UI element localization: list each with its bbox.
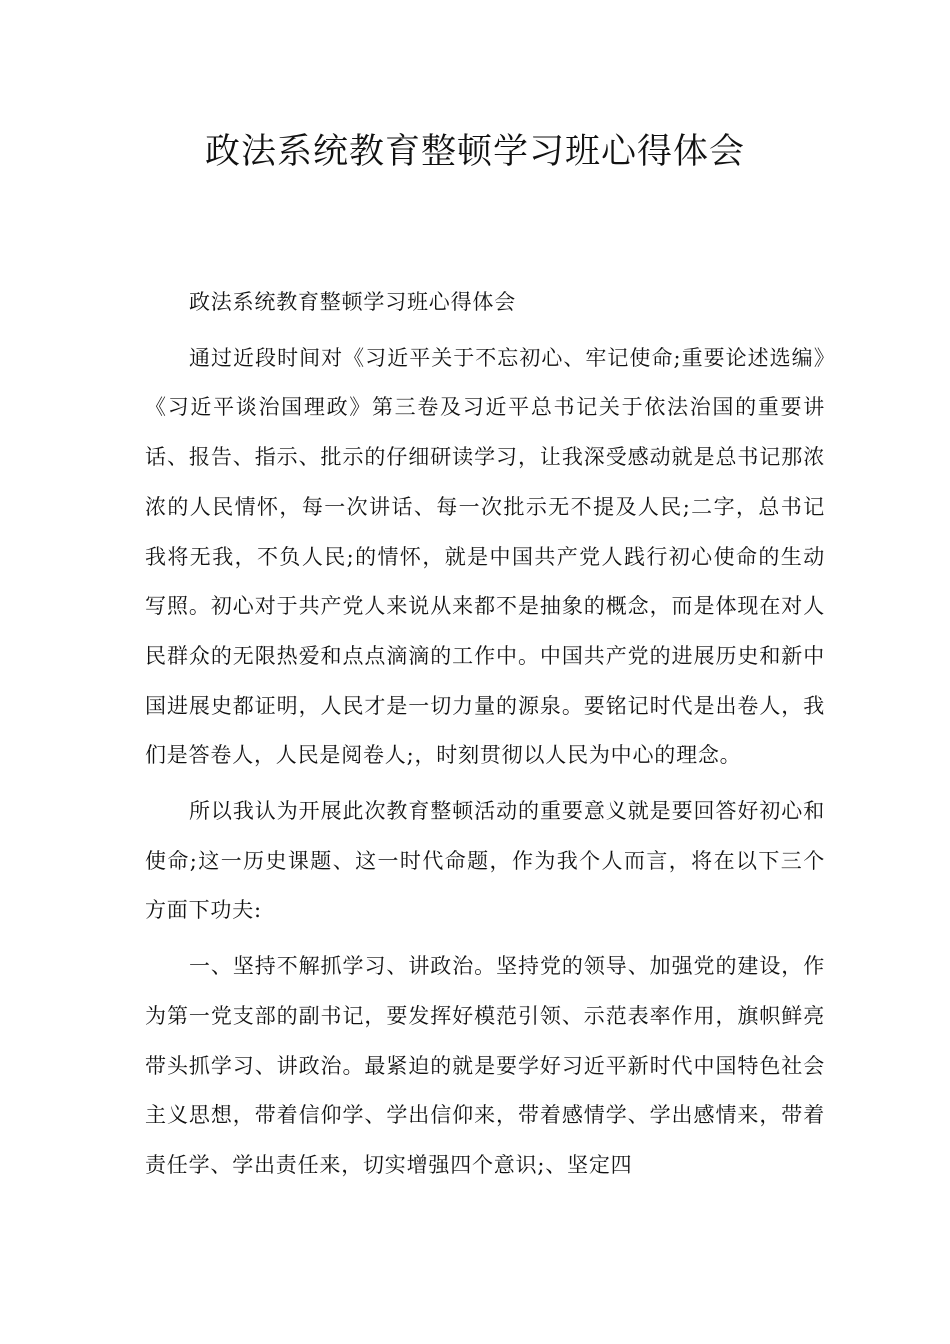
paragraph-study-reflection: 通过近段时间对《习近平关于不忘初心、牢记使命;重要论述选编》《习近平谈治国理政》第三卷及习近平总书记关于依法治国的重要讲话、报告、指示、批示的仔细研读学习，让我深受感动就是总书记那浓浓的人民情怀，每一次讲话、每一次批示无不提及人民;二字，总书记我将无我，不负人民;的情怀，就是中国共产党人践行初心使命的生动写照。初心对于共产党人来说从来都不是抽象的概念，而是体现在对人民群众的无限热爱和点点滴滴的工作中。中国共产党的进展历史和新中国进展史都证明，人民才是一切力量的源泉。要铭记时代是出卷人，我们是答卷人，人民是阅卷人;，时刻贯彻以人民为中心的理念。 — [145, 345, 825, 768]
document-body — [145, 278, 825, 1197]
paragraph-point-one: 一、坚持不解抓学习、讲政治。坚持党的领导、加强党的建设，作为第一党支部的副书记，要发挥好模范引领、示范表率作用，旗帜鲜亮带头抓学习、讲政治。最紧迫的就是要学好习近平新时代中国特色社会主义思想，带着信仰学、学出信仰来，带着感情学、学出感情来，带着责任学、学出责任来，切实增强四个意识;、坚定四 — [145, 954, 825, 1177]
paragraph-significance: 所以我认为开展此次教育整顿活动的重要意义就是要回答好初心和使命;这一历史课题、这一时代命题，作为我个人而言，将在以下三个方面下功夫: — [145, 799, 825, 923]
document-title: 政法系统教育整顿学习班心得体会 — [204, 132, 745, 172]
paragraph-subtitle: 政法系统教育整顿学习班心得体会 — [189, 290, 516, 314]
